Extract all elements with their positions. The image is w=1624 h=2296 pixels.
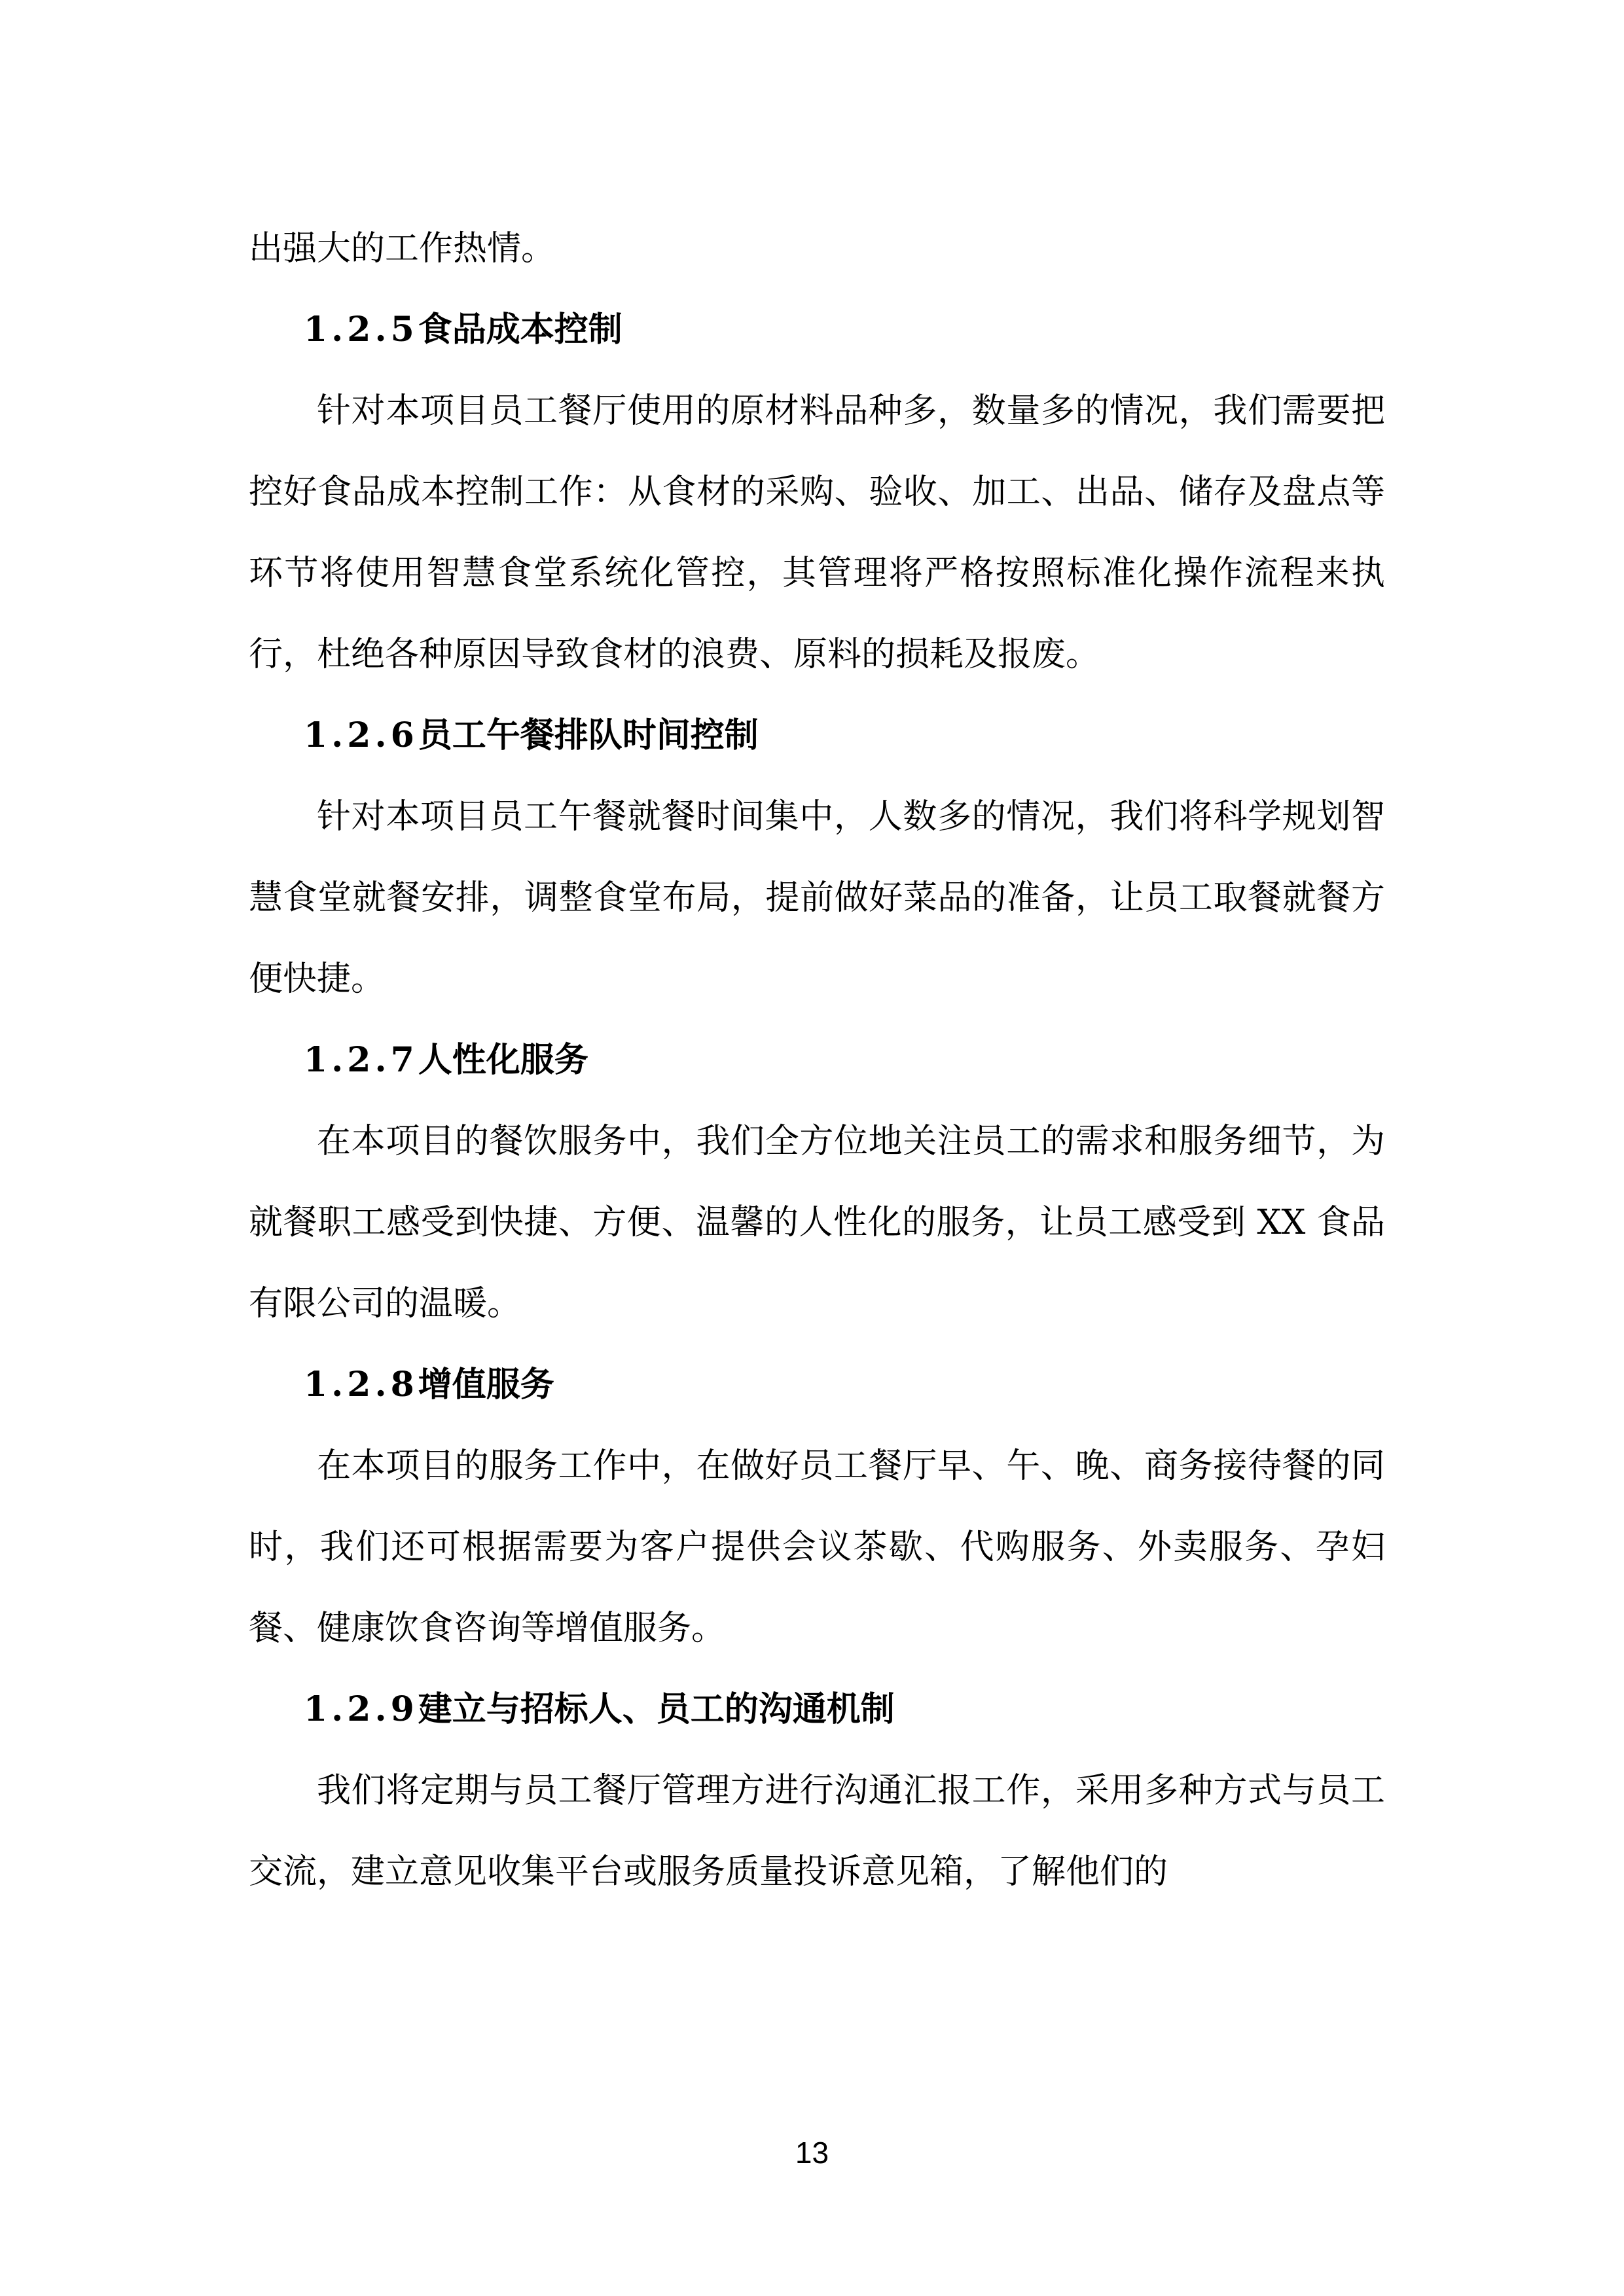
paragraph-continued: 出强大的工作热情。 bbox=[249, 229, 556, 268]
heading-title: 人性化服务 bbox=[418, 1040, 588, 1080]
section-heading-1-2-5 bbox=[249, 289, 1385, 370]
heading-number: 1.2.8 bbox=[304, 1365, 418, 1405]
section-heading-1-2-8 bbox=[249, 1344, 1385, 1426]
paragraph-humanized-service: 在本项目的餐饮服务中，我们全方位地关注员工的需求和服务细节，为就餐职工感受到快捷、方便、温馨的人性化的服务，让员工感受到 XX 食品有限公司的温暖。 bbox=[249, 1122, 1385, 1323]
heading-title: 员工午餐排队时间控制 bbox=[418, 715, 759, 755]
heading-title: 建立与招标人、员工的沟通机制 bbox=[418, 1689, 895, 1729]
heading-number: 1.2.9 bbox=[304, 1689, 418, 1729]
paragraph-queue-time: 针对本项目员工午餐就餐时间集中，人数多的情况，我们将科学规划智慧食堂就餐安排，调整食堂布局，提前做好菜品的准备，让员工取餐就餐方便快捷。 bbox=[249, 797, 1385, 999]
heading-title: 食品成本控制 bbox=[418, 310, 623, 350]
heading-title: 增值服务 bbox=[418, 1365, 554, 1405]
page-number: 13 bbox=[795, 2136, 829, 2170]
section-heading-1-2-7 bbox=[249, 1020, 1385, 1101]
section-heading-1-2-6 bbox=[249, 695, 1385, 776]
page-body bbox=[249, 208, 1385, 1912]
paragraph-communication: 我们将定期与员工餐厅管理方进行沟通汇报工作，采用多种方式与员工交流，建立意见收集平台或服务质量投诉意见箱，了解他们的 bbox=[249, 1771, 1385, 1892]
section-heading-1-2-9 bbox=[249, 1669, 1385, 1750]
heading-number: 1.2.7 bbox=[304, 1040, 418, 1080]
heading-number: 1.2.5 bbox=[304, 310, 418, 350]
heading-number: 1.2.6 bbox=[304, 715, 418, 755]
paragraph-food-cost: 针对本项目员工餐厅使用的原材料品种多，数量多的情况，我们需要把控好食品成本控制工作：从食材的采购、验收、加工、出品、储存及盘点等环节将使用智慧食堂系统化管控，其管理将严格按照标准化操作流程来执行，杜绝各种原因导致食材的浪费、原料的损耗及报废。 bbox=[249, 391, 1385, 674]
paragraph-value-added: 在本项目的服务工作中，在做好员工餐厅早、午、晚、商务接待餐的同时，我们还可根据需要为客户提供会议茶歇、代购服务、外卖服务、孕妇餐、健康饮食咨询等增值服务。 bbox=[249, 1446, 1385, 1648]
